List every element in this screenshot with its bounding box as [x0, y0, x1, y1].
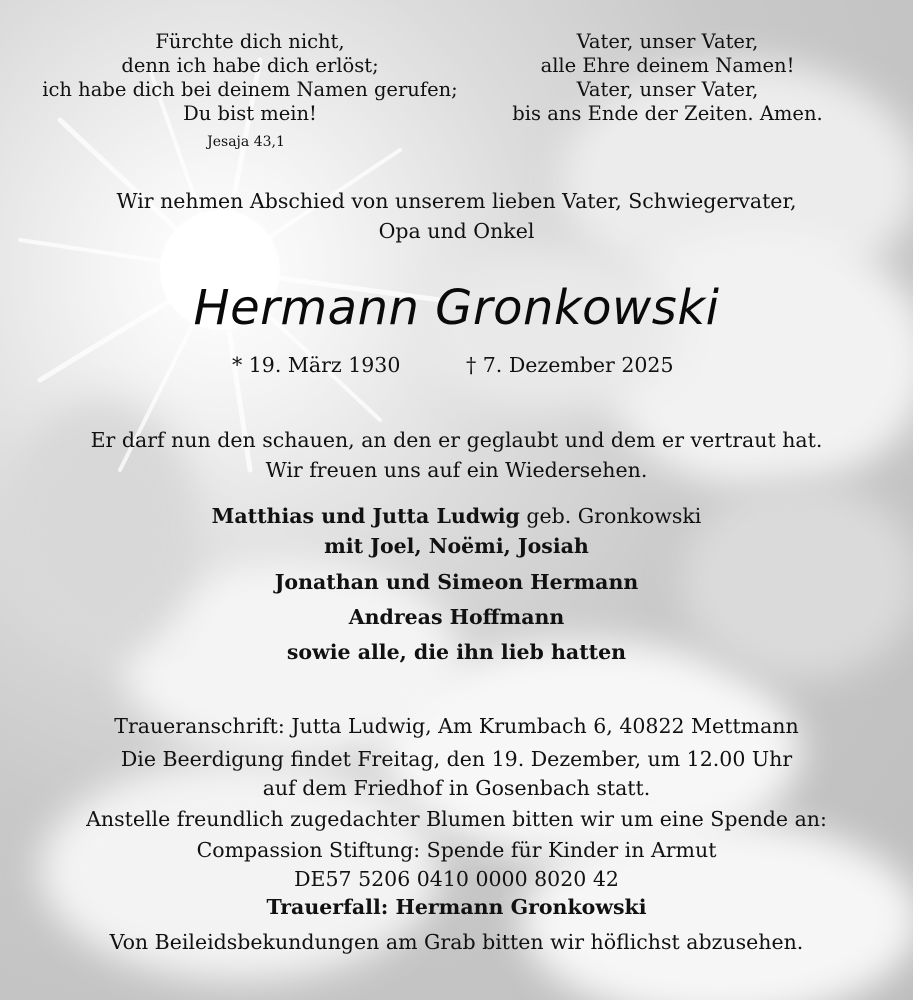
- funeral-info-line: Die Beerdigung findet Freitag, den 19. Dezember, um 12.00 Uhr: [120, 747, 793, 771]
- verse-left-reference: Jesaja 43,1: [207, 134, 285, 150]
- verse-right-line: Vater, unser Vater,: [576, 30, 759, 53]
- message-line: Wir freuen uns auf ein Wiedersehen.: [265, 458, 648, 482]
- verse-left-line: Fürchte dich nicht,: [155, 30, 345, 53]
- farewell-message: [0, 425, 913, 485]
- funeral-details: [0, 711, 913, 957]
- verse-left-line: Du bist mein!: [183, 102, 317, 125]
- verse-right-line: Vater, unser Vater,: [576, 78, 759, 101]
- message-line: Er darf nun den schauen, an den er geglaubt und dem er vertraut hat.: [90, 428, 823, 452]
- mourning-address: Traueranschrift: Jutta Ludwig, Am Krumbach 6, 40822 Mettmann: [114, 714, 799, 738]
- verse-right-line: alle Ehre deinem Namen!: [540, 54, 795, 77]
- intro-text: [0, 186, 913, 246]
- deceased-name: Hermann Gronkowski: [193, 280, 720, 336]
- mourners-list: [0, 501, 913, 670]
- verse-right: [470, 30, 865, 126]
- mourner-line: Jonathan und Simeon Hermann: [274, 570, 639, 594]
- birth-date: * 19. März 1930: [232, 353, 401, 377]
- donation-request: Anstelle freundlich zugedachter Blumen bitten wir um eine Spende an:: [86, 807, 827, 831]
- mourner-line: mit Joel, Noëmi, Josiah: [324, 534, 589, 558]
- verse-left-line: ich habe dich bei deinem Namen gerufen;: [42, 78, 458, 101]
- mourner-maiden-name: geb. Gronkowski: [519, 504, 702, 528]
- mourner-line: sowie alle, die ihn lieb hatten: [286, 640, 627, 664]
- donation-iban: DE57 5206 0410 0000 8020 42: [294, 867, 619, 891]
- intro-line: Opa und Onkel: [378, 219, 535, 243]
- mourner-line: [0, 501, 913, 531]
- donation-recipient: Compassion Stiftung: Spende für Kinder in Armut: [196, 838, 717, 862]
- donation-reference: Trauerfall: Hermann Gronkowski: [266, 895, 647, 919]
- mourner-name-bold: Matthias und Jutta Ludwig: [211, 504, 520, 528]
- funeral-info-line: auf dem Friedhof in Gosenbach statt.: [262, 776, 651, 800]
- mourner-line: Andreas Hoffmann: [348, 605, 565, 629]
- verse-left: [0, 30, 500, 126]
- closing-note: Von Beileidsbekundungen am Grab bitten wir höflichst abzusehen.: [109, 930, 804, 954]
- intro-line: Wir nehmen Abschied von unserem lieben Vater, Schwiegervater,: [116, 189, 797, 213]
- verse-left-line: denn ich habe dich erlöst;: [121, 54, 379, 77]
- death-date: † 7. Dezember 2025: [466, 353, 674, 377]
- verse-right-line: bis ans Ende der Zeiten. Amen.: [512, 102, 823, 125]
